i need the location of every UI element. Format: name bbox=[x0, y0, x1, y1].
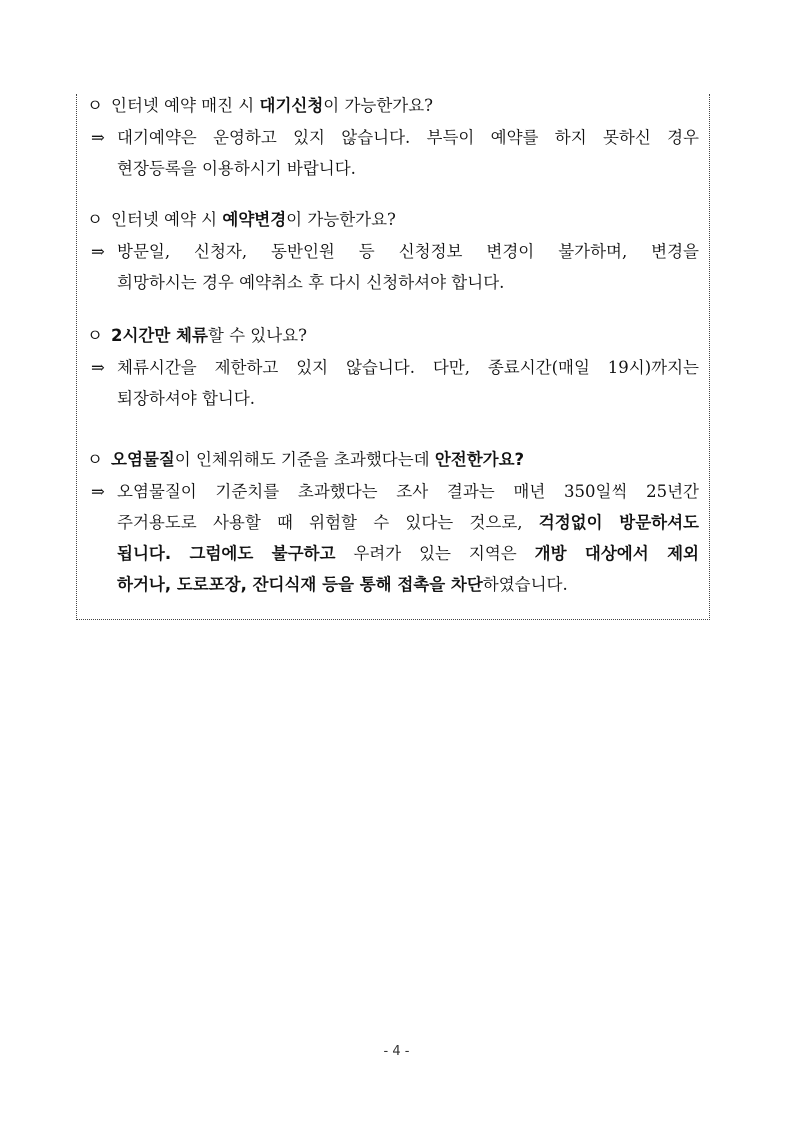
faq-item bbox=[87, 204, 699, 298]
arrow-icon: ⇒ bbox=[91, 482, 105, 501]
faq-item bbox=[87, 444, 699, 600]
faq-question: ㅇ 2시간만 체류할 수 있나요? bbox=[87, 320, 699, 352]
faq-answer: ⇒ 체류시간을 제한하고 있지 않습니다. 다만, 종료시간(매일 19시)까지는 퇴장하셔야 합니다. bbox=[87, 352, 699, 414]
faq-answer: ⇒ 오염물질이 기준치를 초과했다는 조사 결과는 매년 350일씩 25년간 주거용도로 사용할 때 위험할 수 있다는 것으로, 걱정없이 방문하셔도 됩니다. 그럼에도 불구하고 우려가 있는 지역은 개방 대상에서 제외 하거나, 도로포장, 잔디식재 등을 통해 접촉을 차단하였습니다. bbox=[87, 476, 699, 600]
arrow-icon: ⇒ bbox=[91, 242, 105, 261]
faq-box bbox=[76, 94, 710, 620]
bullet-icon: ㅇ bbox=[87, 450, 103, 469]
bullet-icon: ㅇ bbox=[87, 210, 103, 229]
answer-line: 됩니다. 그럼에도 불구하고 우려가 있는 지역은 개방 대상에서 제외 bbox=[117, 544, 699, 563]
arrow-icon: ⇒ bbox=[91, 128, 105, 147]
bullet-icon: ㅇ bbox=[87, 96, 103, 115]
arrow-icon: ⇒ bbox=[91, 358, 105, 377]
bullet-icon: ㅇ bbox=[87, 326, 103, 345]
faq-item bbox=[87, 320, 699, 414]
page-number: - 4 - bbox=[383, 1044, 410, 1059]
faq-question: ㅇ 오염물질이 인체위해도 기준을 초과했다는데 안전한가요? bbox=[87, 444, 699, 476]
faq-question: ㅇ 인터넷 예약 매진 시 대기신청이 가능한가요? bbox=[87, 90, 699, 122]
faq-item bbox=[87, 90, 699, 184]
faq-question: ㅇ 인터넷 예약 시 예약변경이 가능한가요? bbox=[87, 204, 699, 236]
faq-answer: ⇒ 방문일, 신청자, 동반인원 등 신청정보 변경이 불가하며, 변경을 희망하시는 경우 예약취소 후 다시 신청하셔야 합니다. bbox=[87, 236, 699, 298]
answer-line: 주거용도로 사용할 때 위험할 수 있다는 것으로, 걱정없이 방문하셔도 bbox=[117, 513, 699, 532]
answer-line: 하거나, 도로포장, 잔디식재 등을 통해 접촉을 차단하였습니다. bbox=[117, 575, 568, 594]
faq-answer: ⇒ 대기예약은 운영하고 있지 않습니다. 부득이 예약를 하지 못하신 경우 현장등록을 이용하시기 바랍니다. bbox=[87, 122, 699, 184]
